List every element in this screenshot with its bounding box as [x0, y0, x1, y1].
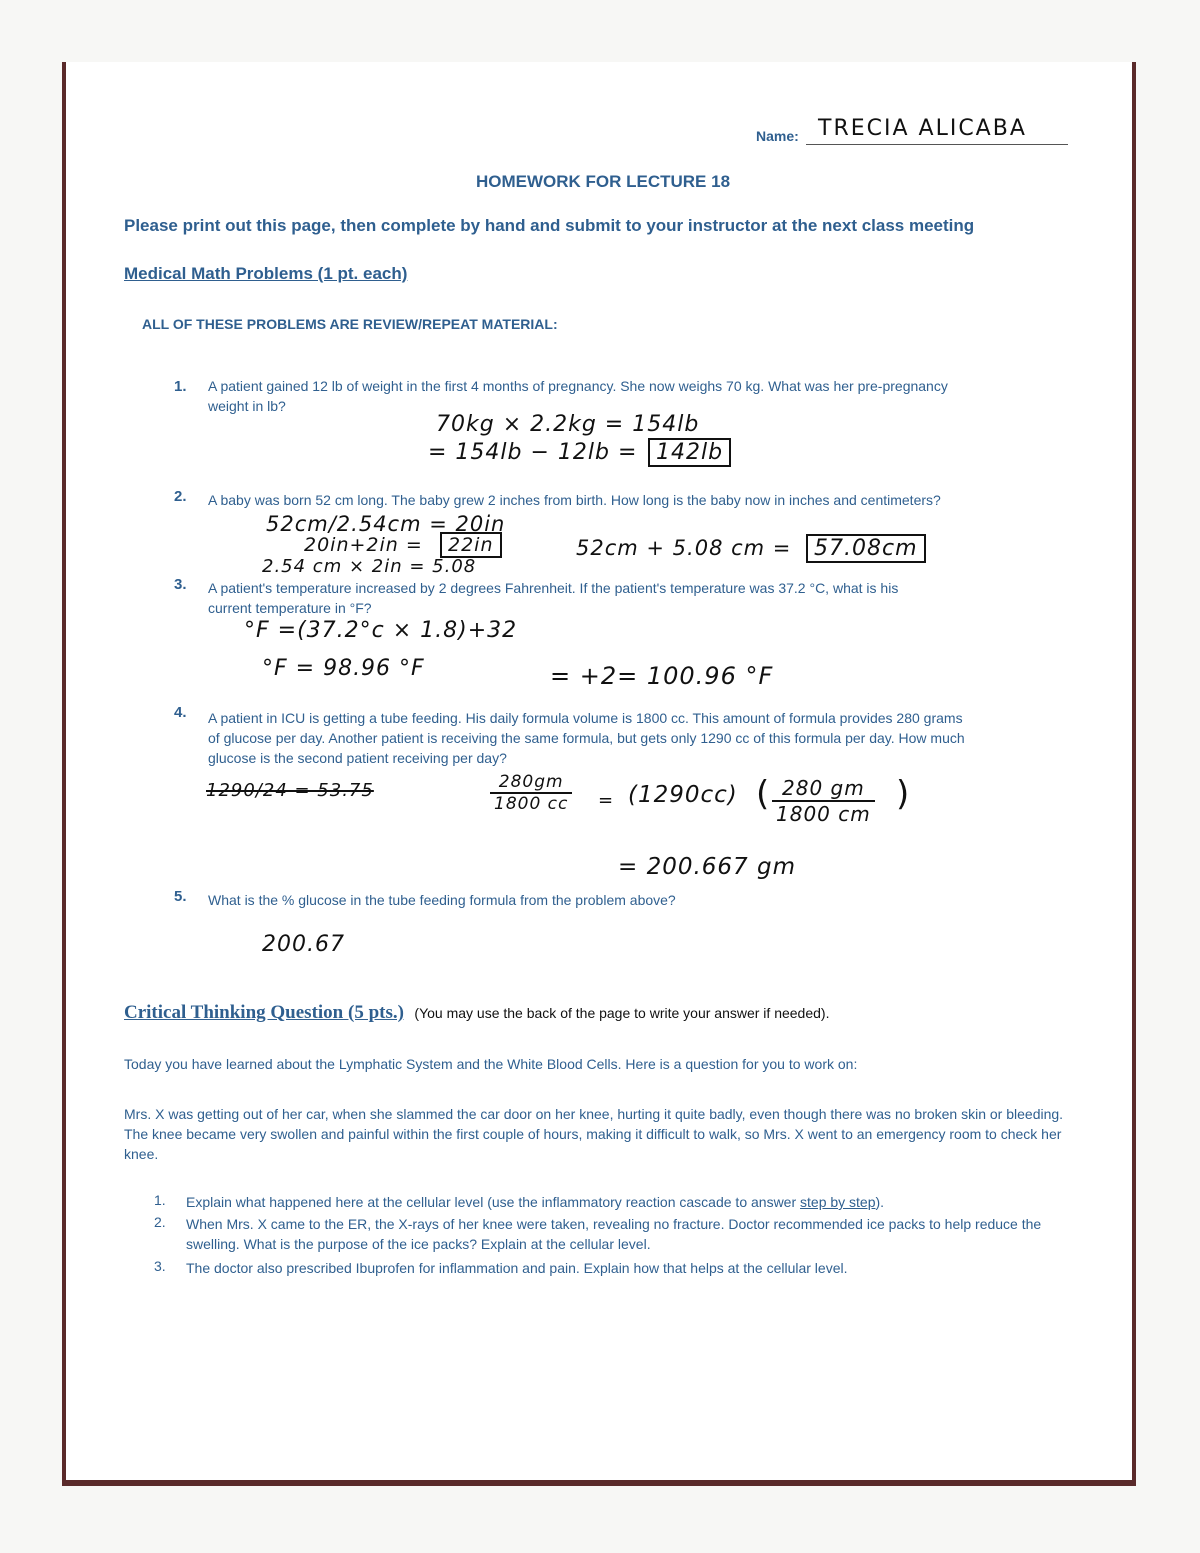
q2-work-line: 52cm + 5.08 cm = [576, 536, 792, 560]
medical-math-heading: Medical Math Problems (1 pt. each) [124, 264, 408, 283]
q4-equals: = [598, 790, 615, 811]
critical-thinking-note: (You may use the back of the page to write your answer if needed). [414, 1005, 830, 1021]
question-text: A patient's temperature increased by 2 degrees Fahrenheit. If the patient's temperature was 37.2 °C, what is his current temperature in °F? [208, 580, 899, 616]
q2-answer-centimeters: 57.08cm [806, 534, 926, 563]
list-item-text: ). [875, 1194, 885, 1210]
fraction-numerator: 280gm [490, 772, 572, 794]
scenario-paragraph: Mrs. X was getting out of her car, when she slammed the car door on her knee, hurting it quite badly, even though there was no broken skin or bleeding. The knee became very swollen and painful within the first couple of hours, making it difficult to walk, so Mrs. X went to an emergency room to check her knee. [124, 1106, 1064, 1162]
question-text: A baby was born 52 cm long. The baby grew 2 inches from birth. How long is the baby now in inches and centimeters? [208, 492, 941, 508]
q2-work-line: 52cm/2.54cm = 20in [266, 512, 506, 536]
question-number: 4. [174, 704, 187, 721]
q3-work-line: °F = 98.96 °F [262, 656, 425, 681]
q4-fraction [772, 776, 875, 826]
list-item: When Mrs. X came to the ER, the X-rays of her knee were taken, revealing no fracture. Doctor recommended ice packs to help reduce the swelling. What is the purpose of the ice packs? Explain at the cellular level. [186, 1216, 1042, 1252]
q3-answer: = +2= 100.96 °F [550, 662, 774, 690]
q1-work-line: = 154lb − 12lb = [428, 440, 638, 465]
question-text: A patient gained 12 lb of weight in the first 4 months of pregnancy. She now weighs 70 kg. What was her pre-pregnancy weight in lb? [208, 378, 948, 414]
q5-answer: 200.67 [262, 932, 345, 957]
question-number: 3. [174, 576, 187, 593]
critical-thinking-header [124, 1002, 829, 1024]
question-text: What is the % glucose in the tube feeding formula from the problem above? [208, 892, 676, 908]
q2-answer-inches: 22in [440, 532, 502, 558]
q1-work-line: 70kg × 2.2kg = 154lb [436, 412, 700, 437]
fraction-numerator: 280 gm [772, 776, 875, 802]
q4-open-paren: ( [756, 774, 771, 814]
q2-work-line: 2.54 cm × 2in = 5.08 [262, 556, 477, 577]
list-number: 1. [154, 1192, 166, 1208]
fraction-denominator: 1800 cm [776, 802, 871, 826]
q4-fraction [490, 772, 572, 814]
student-name: TRECIA ALICABA [818, 116, 1027, 141]
critical-thinking-heading: Critical Thinking Question (5 pts.) [124, 1002, 404, 1023]
question-number: 5. [174, 888, 187, 905]
q4-close-paren: ) [896, 774, 911, 814]
q4-answer: = 200.667 gm [618, 854, 797, 880]
question-number: 2. [174, 488, 187, 505]
list-item: The doctor also prescribed Ibuprofen for inflammation and pain. Explain how that helps at the cellular level. [186, 1260, 848, 1276]
instructions: Please print out this page, then complete by hand and submit to your instructor at the next class meeting [124, 216, 975, 235]
q4-scratch-work: 1290/24 = 53.75 [206, 780, 374, 801]
list-number: 2. [154, 1214, 166, 1230]
question-text: A patient in ICU is getting a tube feeding. His daily formula volume is 1800 cc. This amount of formula provides 280 grams of glucose per day. Another patient is receiving the same formula, but gets only 1290 cc of this formula per day. How much glucose is the second patient receiving per day? [208, 710, 965, 766]
fraction-denominator: 1800 cc [494, 794, 569, 814]
question-number: 1. [174, 378, 187, 395]
list-item-text: Explain what happened here at the cellular level (use the inflammatory reaction cascade to answer [186, 1194, 801, 1210]
list-number: 3. [154, 1258, 166, 1274]
q4-volume: (1290cc) [628, 782, 738, 808]
list-item [186, 1192, 1066, 1212]
step-by-step-link: step by step [800, 1194, 876, 1210]
name-label: Name: [756, 128, 799, 144]
q3-work-line: °F =(37.2°c × 1.8)+32 [244, 618, 518, 643]
review-note: ALL OF THESE PROBLEMS ARE REVIEW/REPEAT MATERIAL: [142, 316, 558, 332]
q2-work-line: 20in+2in = [304, 534, 423, 556]
critical-thinking-intro: Today you have learned about the Lymphatic System and the White Blood Cells. Here is a question for you to work on: [124, 1056, 858, 1072]
worksheet-page [62, 62, 1136, 1486]
page-title: HOMEWORK FOR LECTURE 18 [475, 172, 731, 191]
q1-answer: 142lb [648, 438, 731, 467]
